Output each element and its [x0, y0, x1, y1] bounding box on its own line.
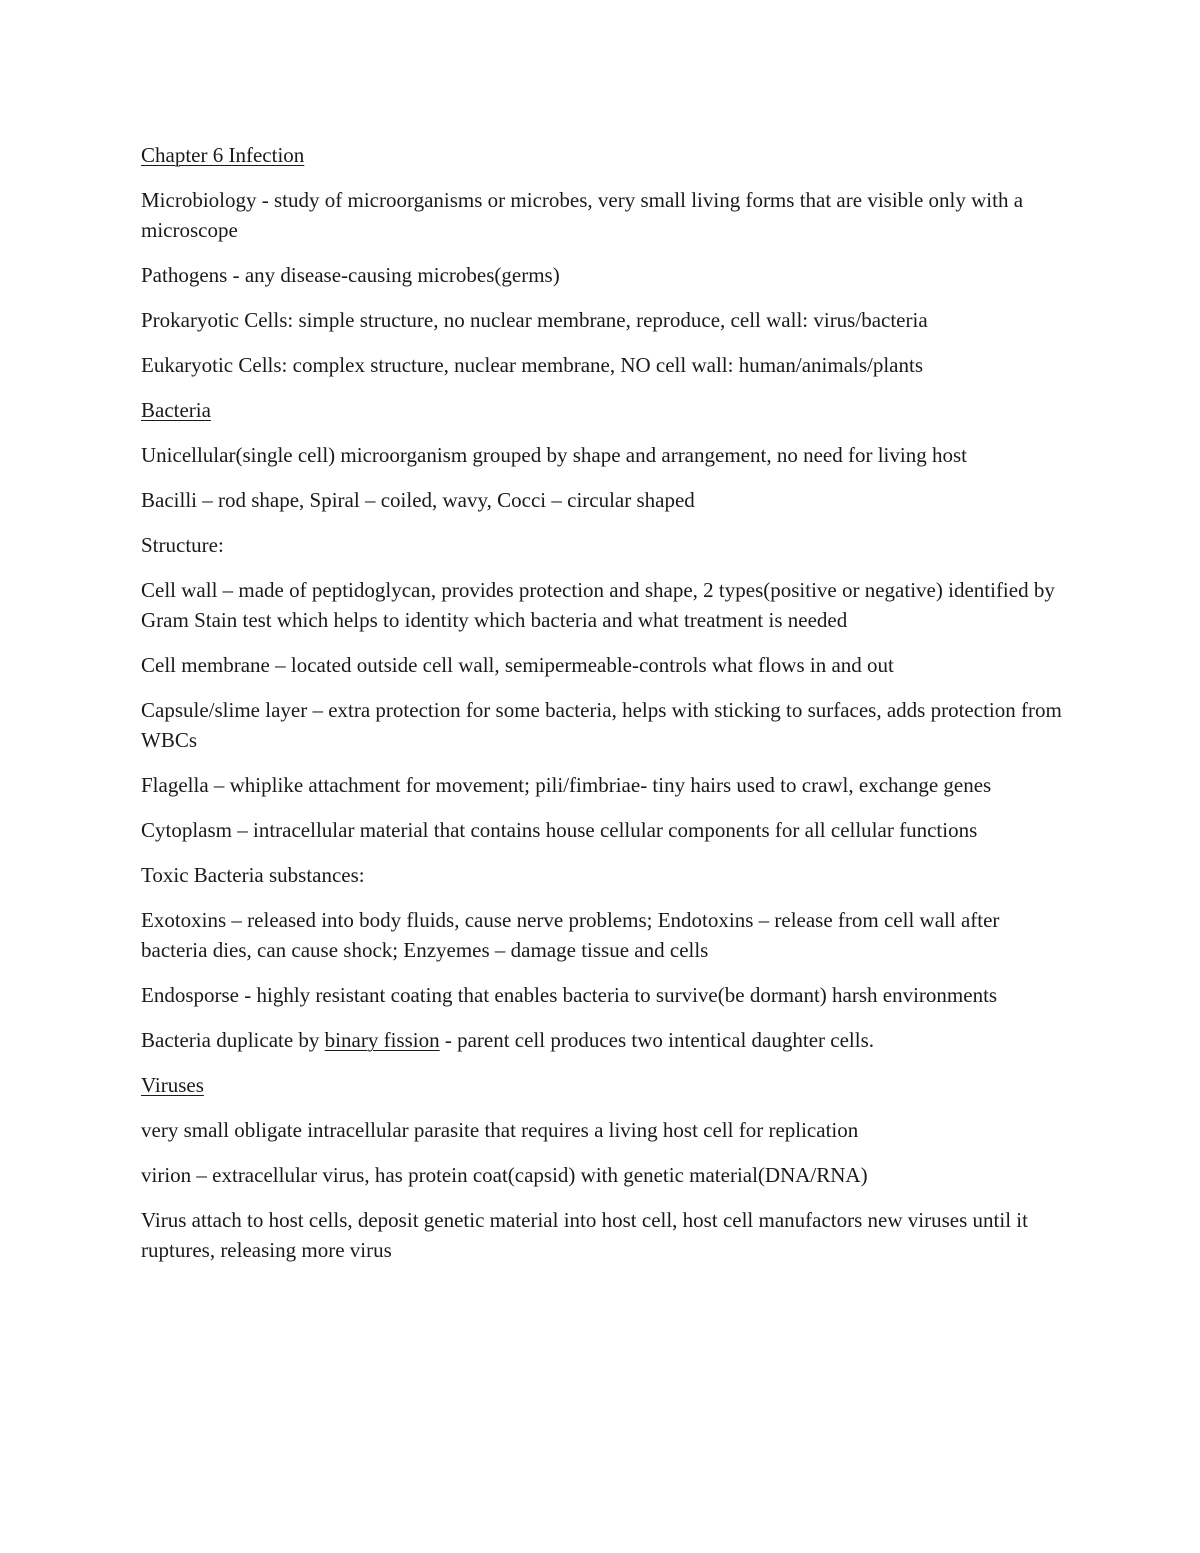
- chapter-title: [141, 140, 1071, 170]
- heading-viruses-text: Viruses: [141, 1073, 204, 1097]
- paragraph-obligate: very small obligate intracellular parasite that requires a living host cell for replication: [141, 1118, 859, 1142]
- heading-viruses: [141, 1070, 1071, 1100]
- document-body: [141, 140, 1071, 1280]
- paragraph-unicellular: Unicellular(single cell) microorganism grouped by shape and arrangement, no need for living host: [141, 443, 967, 467]
- paragraph-eukaryotic: Eukaryotic Cells: complex structure, nuclear membrane, NO cell wall: human/animals/plants: [141, 353, 924, 377]
- paragraph-cell-membrane: Cell membrane – located outside cell wall, semipermeable-controls what flows in and out: [141, 653, 894, 677]
- paragraph-duplicate: [141, 1025, 1071, 1055]
- duplicate-text-end: - parent cell produces two intentical daughter cells.: [439, 1028, 874, 1052]
- paragraph-shapes: Bacilli – rod shape, Spiral – coiled, wavy, Cocci – circular shaped: [141, 488, 695, 512]
- paragraph-structure: Structure:: [141, 533, 224, 557]
- chapter-title-text: Chapter 6 Infection: [141, 143, 305, 167]
- paragraph-cytoplasm: Cytoplasm – intracellular material that contains house cellular components for all cellular functions: [141, 818, 978, 842]
- duplicate-text-start: Bacteria duplicate by: [141, 1028, 325, 1052]
- paragraph-exotoxins: Exotoxins – released into body fluids, cause nerve problems; Endotoxins – release from cell wall after bacteria dies, can cause shock; Enzyemes – damage tissue and cells: [141, 908, 1000, 962]
- paragraph-flagella: Flagella – whiplike attachment for movement; pili/fimbriae- tiny hairs used to crawl, exchange genes: [141, 773, 992, 797]
- paragraph-toxic: Toxic Bacteria substances:: [141, 863, 365, 887]
- paragraph-pathogens: Pathogens - any disease-causing microbes(germs): [141, 263, 560, 287]
- paragraph-endosporse: Endosporse - highly resistant coating that enables bacteria to survive(be dormant) harsh environments: [141, 983, 998, 1007]
- binary-fission-term: binary fission: [324, 1028, 440, 1052]
- paragraph-capsule: Capsule/slime layer – extra protection for some bacteria, helps with sticking to surfaces, adds protection from WBCs: [141, 698, 1062, 752]
- paragraph-microbiology: Microbiology - study of microorganisms or microbes, very small living forms that are visible only with a microscope: [141, 188, 1024, 242]
- paragraph-cell-wall: Cell wall – made of peptidoglycan, provides protection and shape, 2 types(positive or negative) identified by Gram Stain test which helps to identity which bacteria and what treatment is needed: [141, 578, 1055, 632]
- heading-bacteria-text: Bacteria: [141, 398, 211, 422]
- paragraph-prokaryotic: Prokaryotic Cells: simple structure, no nuclear membrane, reproduce, cell wall: virus/bacteria: [141, 308, 928, 332]
- paragraph-virion: virion – extracellular virus, has protein coat(capsid) with genetic material(DNA/RNA): [141, 1163, 868, 1187]
- paragraph-attach: Virus attach to host cells, deposit genetic material into host cell, host cell manufactors new viruses until it ruptures, releasing more virus: [141, 1208, 1028, 1262]
- heading-bacteria: [141, 395, 1071, 425]
